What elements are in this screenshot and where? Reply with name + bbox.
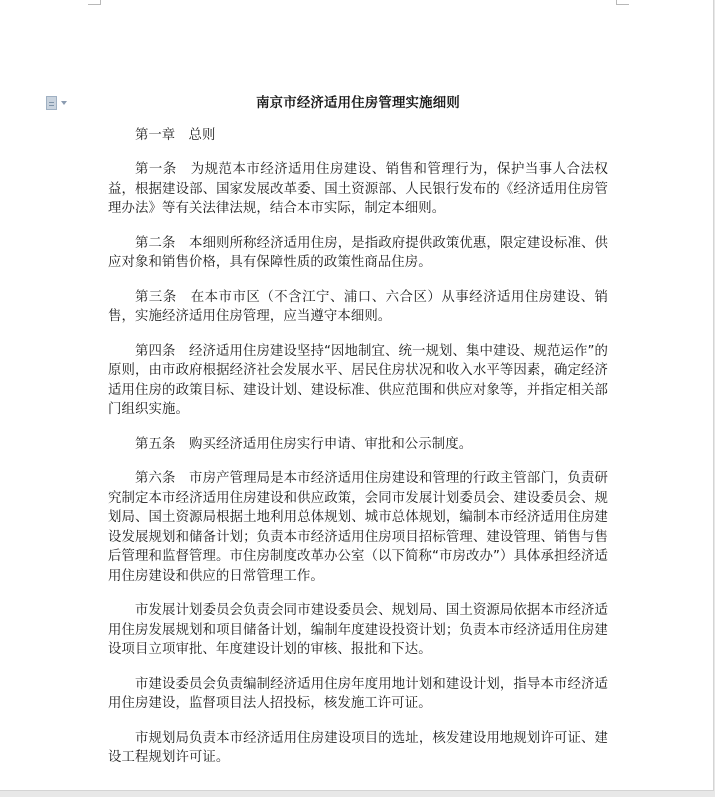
- paragraph: 第三条 在本市市区（不含江宁、浦口、六合区）从事经济适用住房建设、销售，实施经济适用住房管理，应当遵守本细则。: [108, 289, 608, 324]
- paragraph: 第四条 经济适用住房建设坚持“因地制宜、统一规划、集中建设、规范运作”的原则，由市政府根据经济社会发展水平、居民住房状况和收入水平等因素，确定经济适用住房的政策目标、建设计划、建设标准、供应范围和供应对象等，并指定相关部门组织实施。: [108, 343, 608, 417]
- chevron-down-icon: [61, 101, 67, 105]
- paragraph: 市建设委员会负责编制经济适用住房年度用地计划和建设计划，指导本市经济适用住房建设，监督项目法人招投标，核发施工许可证。: [108, 676, 608, 711]
- document-icon[interactable]: [46, 96, 76, 112]
- document-title: 南京市经济适用住房管理实施细则: [256, 96, 460, 111]
- chapter-heading: 第一章 总则: [135, 127, 216, 143]
- page-sheet-icon: [46, 96, 57, 110]
- paragraph: 第五条 购买经济适用住房实行申请、审批和公示制度。: [135, 436, 473, 452]
- paragraph: 第二条 本细则所称经济适用住房，是指政府提供政策优惠，限定建设标准、供应对象和销售价格，具有保障性质的政策性商品住房。: [108, 235, 608, 270]
- paragraph: 第一条 为规范本市经济适用住房建设、销售和管理行为，保护当事人合法权益，根据建设部、国家发展改革委、国土资源部、人民银行发布的《经济适用住房管理办法》等有关法律法规，结合本市实际，制定本细则。: [108, 162, 608, 216]
- paragraph: 市发展计划委员会负责会同市建设委员会、规划局、国土资源局依据本市经济适用住房发展规划和项目储备计划，编制年度建设投资计划；负责本市经济适用住房建设项目立项审批、年度建设计划的审核、报批和下达。: [108, 603, 608, 657]
- page-corner-mark-top-left: [88, 0, 101, 5]
- page-corner-mark-top-right: [616, 0, 629, 5]
- document-body[interactable]: [108, 94, 608, 783]
- paragraph: 第六条 市房产管理局是本市经济适用住房建设和管理的行政主管部门，负责研究制定本市经济适用住房建设和供应政策，会同市发展计划委员会、建设委员会、规划局、国土资源局根据土地利用总体规划、城市总体规划，编制本市经济适用住房建设发展规划和储备计划；负责本市经济适用住房项目招标管理、建设管理、销售与售后管理和监督管理。市住房制度改革办公室（以下简称“市房改办”）具体承担经济适用住房建设和供应的日常管理工作。: [108, 471, 608, 584]
- paragraph: 市规划局负责本市经济适用住房建设项目的选址，核发建设用地规划许可证、建设工程规划许可证。: [108, 730, 608, 765]
